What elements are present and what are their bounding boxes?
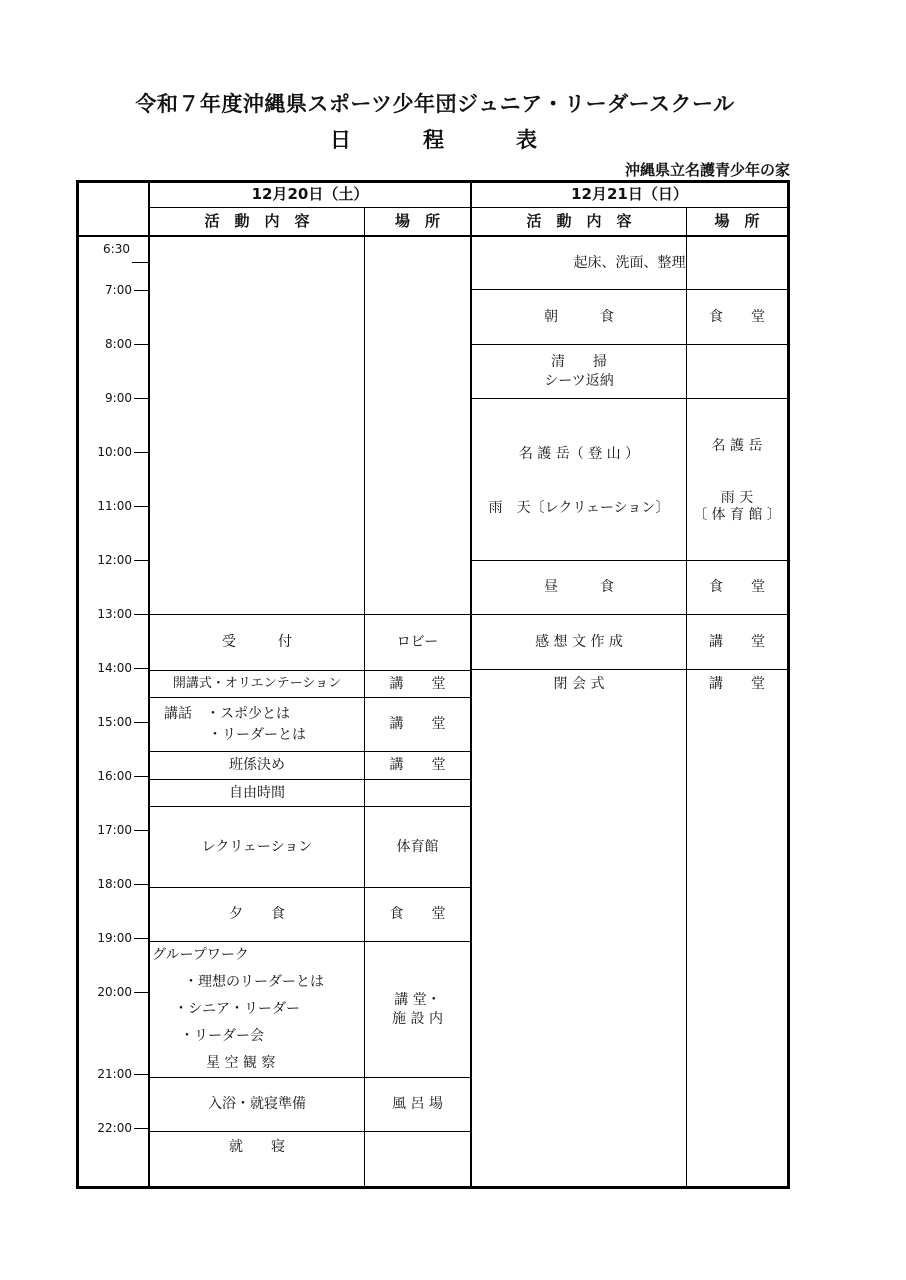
- time-label: 19:00: [97, 931, 132, 945]
- day1-place-header: 場 所: [394, 211, 440, 230]
- day1-reception: 受 付: [222, 634, 292, 651]
- day1-lecture-place: 講 堂: [389, 716, 446, 733]
- page-title: 令和７年度沖縄県スポーツ少年団ジュニア・リーダースクール: [135, 92, 735, 116]
- day2-breakfast-place: 食 堂: [709, 308, 765, 325]
- time-label: 13:00: [97, 607, 132, 621]
- day1-date-header: 12月20日（土）: [251, 185, 369, 204]
- day2-cleaning: [472, 345, 686, 398]
- day1-dinner-place: 食 堂: [389, 906, 446, 923]
- day1-bath-place: 風 呂 場: [392, 1096, 443, 1113]
- time-label: 8:00: [105, 337, 132, 351]
- day1-lecture-line2: ・リーダーとは: [208, 726, 306, 743]
- day1-lecture: [150, 698, 364, 751]
- day1-recreation-place: 体育館: [396, 838, 439, 855]
- day1-opening-ceremony: 開講式・オリエンテーション: [172, 675, 342, 691]
- day1-lecture-line1: 講話 ・スポ少とは: [164, 706, 290, 723]
- day2-place-header: 場 所: [714, 211, 760, 230]
- day2-lunch-place: 食 堂: [709, 579, 765, 596]
- day2-activity-header: 活 動 内 容: [526, 211, 632, 230]
- subtitle-char-3: 表: [516, 128, 537, 152]
- day1-free-time: 自由時間: [229, 784, 285, 801]
- time-label: 21:00: [97, 1067, 132, 1081]
- day1-group-work: [150, 942, 364, 1077]
- time-label: 15:00: [97, 715, 132, 729]
- time-label: 20:00: [97, 985, 132, 999]
- day1-stargazing: 星 空 観 察: [206, 1055, 276, 1071]
- time-label: 9:00: [105, 391, 132, 405]
- day1-dinner: 夕 食: [229, 906, 285, 923]
- day1-group-work-place: [365, 942, 470, 1077]
- time-label: 12:00: [97, 553, 132, 567]
- time-label: 14:00: [97, 661, 132, 675]
- time-label: 18:00: [97, 877, 132, 891]
- day2-rain-place: [687, 486, 787, 528]
- day1-gw-item: ・理想のリーダーとは: [184, 974, 324, 990]
- day1-group-assignment: 班係決め: [229, 757, 285, 774]
- day2-wake-up: 起床、洗面、整理: [573, 254, 686, 271]
- subtitle-char-2: 程: [423, 128, 444, 152]
- day2-cleaning-line1: 清 掃: [551, 354, 607, 371]
- day2-lunch: 昼 食: [544, 579, 614, 596]
- day2-hike: 名 護 岳（ 登 山 ）: [518, 445, 640, 462]
- time-label: 22:00: [97, 1121, 132, 1135]
- day2-rain-option: 雨 天〔レクリェーション〕: [488, 499, 670, 516]
- day2-essay: 感 想 文 作 成: [535, 633, 623, 650]
- day1-activity-header: 活 動 内 容: [204, 211, 310, 230]
- day2-essay-place: 講 堂: [709, 633, 765, 650]
- day2-closing-place: 講 堂: [709, 675, 765, 692]
- day1-gw-item: ・シニア・リーダー: [174, 1001, 300, 1017]
- day2-rain-place-line1: 雨 天: [720, 489, 754, 506]
- day1-gw-place-line1: 講 堂・: [394, 992, 441, 1009]
- day2-closing-ceremony: 閉 会 式: [553, 675, 605, 692]
- time-label: 7:00: [105, 283, 132, 297]
- day1-group-assignment-place: 講 堂: [389, 757, 446, 774]
- day2-breakfast: 朝 食: [544, 308, 614, 325]
- subtitle-char-1: 日: [330, 128, 351, 152]
- day2-rain-place-line2: 〔 体 育 館 〕: [693, 507, 781, 523]
- day2-hike-place: 名 護 岳: [711, 437, 763, 454]
- day1-sleep: 就 寝: [229, 1138, 285, 1155]
- time-label: 11:00: [97, 499, 132, 513]
- time-label: 6:30: [103, 242, 130, 256]
- day1-gw-title: グループワーク: [152, 947, 249, 963]
- day2-date-header: 12月21日（日）: [571, 185, 688, 204]
- time-label: 16:00: [97, 769, 132, 783]
- time-label: 10:00: [97, 445, 132, 459]
- day1-recreation: レクリェーション: [201, 838, 313, 855]
- day1-opening-place: 講 堂: [389, 675, 446, 692]
- day1-reception-place: ロビー: [396, 634, 439, 651]
- day1-gw-place-line2: 施 設 内: [392, 1010, 443, 1027]
- organization-name: 沖縄県立名護青少年の家: [624, 161, 790, 179]
- day2-cleaning-line2: シーツ返納: [544, 372, 614, 389]
- time-label: 17:00: [97, 823, 132, 837]
- day1-gw-item: ・リーダー会: [180, 1028, 264, 1044]
- day1-bath: 入浴・就寝準備: [208, 1096, 306, 1113]
